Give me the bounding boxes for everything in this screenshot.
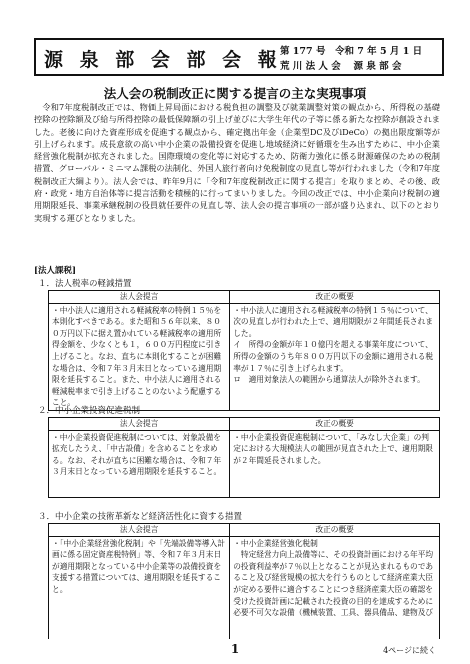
newsletter-title: 源 泉 部 会 部 会 報 — [44, 49, 282, 71]
section-title: １．法人税率の軽減措置 — [38, 279, 132, 289]
column-header-proposal: 法人会提言 — [49, 524, 230, 537]
page-number: 1 — [230, 642, 240, 656]
column-header-revision: 改正の概要 — [230, 418, 440, 431]
section-title: ２．中小企業投資促進税制 — [38, 406, 141, 416]
proposal-text: ・中小企業投資促進税制については、対象設備を拡充したうえ、「中古設備」を含めることを求める。なお、それが直ちに困難な場合は、令和７年３月末日となっている適用期限を延長すること。 — [49, 430, 230, 497]
comparison-table — [48, 417, 440, 498]
column-header-proposal: 法人会提言 — [49, 418, 230, 431]
masthead — [34, 38, 444, 76]
column-header-revision: 改正の概要 — [230, 524, 440, 537]
category-heading: [法人課税] — [34, 266, 77, 276]
continued-note: 4ページに続く — [383, 646, 436, 655]
comparison-table — [48, 523, 440, 639]
intro-paragraph: 令和7年度税制改正では、物価上昇局面における税負担の調整及び就業調整対策の観点から、所得税の基礎控除の控除額及び給与所得控除の最低保障額の引上げ並びに大学生年代の子等に係る新たな控除が創設されました。老後に向けた資産形成を促進する観点から、確定拠出年金（企業型DC及びiDeCo）の拠出限度額等が引上げられます。成長意欲の高い中小企業の設備投資を促進し地域経済に好循環を生み出すために、中小企業経営強化税制が拡充されました。国際環境の変化等に対応するため、防衛力強化に係る財源確保のための税制措置、グローバル・ミニマム課税の法制化、外国人旅行者向け免税制度の見直し等が行われました（令和7年度税制改正大綱より）。法人会では、昨年9月に「令和7年度税制改正に関する提言」を取りまとめ、その後、政府・政党・地方自治体等に提言活動を積極的に行ってまいりました。今回の改正では、中小企業向け税制の適用期限延長、事業承継税制の役員就任要件の見直し等、法人会の提言事項の一部が盛り込まれ、以下のとおり実現する運びとなりました。 — [34, 102, 440, 223]
proposal-text: ・「中小企業経営強化税制」や「先端設備等導入計画に係る固定資産税特例」等、令和７年３月末日が適用期限となっている中小企業等の設備投資を支援する措置については、適用期限を延長すること。 — [49, 536, 230, 639]
publisher: 荒 川 法 人 会 源 泉 部 会 — [280, 61, 402, 72]
issue-date: 第 177 号 令和 7 年 5 月 1 日 — [280, 46, 423, 57]
revision-text: ・中小企業経営強化税制 特定経営力向上設備等に、その投資計画における年平均の投資利益率が７％以上となることが見込まれるものであること及び経営規模の拡大を行うものとして経済産業大臣が定める要件に適合することにつき経済産業大臣の確認を受けた投資計画に記載された投資の目的を達成するために必要不可欠な設備（機械装置、工具、器具備品、建物及び — [230, 536, 440, 639]
revision-text: ・中小企業投資促進税制について、「みなし大企業」の判定における大規模法人の範囲が見直された上で、適用期限が２年間延長されました。 — [230, 430, 440, 497]
column-header-revision: 改正の概要 — [230, 291, 440, 304]
proposal-text: ・中小法人に適用される軽減税率の特例１５％を本則化すべきである。また昭和５６年以来、８００万円以下に据え置かれている軽減税率の適用所得金額を、少なくとも１，６００万円程度に引き上げること。なお、直ちに本則化することが困難な場合は、令和７年３月末日となっている適用期限を延長すること。また、中小法人に適用される軽減税率まで引き上げることのないよう配慮すること。 — [49, 303, 230, 410]
comparison-table — [48, 290, 440, 411]
section-title: ３．中小企業の技術革新など経済活性化に資する措置 — [38, 512, 243, 522]
revision-text: ・中小法人に適用される軽減税率の特例１５％について、次の見直しが行われた上で、適用期限が２年間延長されました。 イ 所得の金額が年１０億円を超える事業年度について、所得の金額のうち年８００万円以下の金額に適用される税率が１７％に引き上げられます。 ロ 適用対象法人の範囲から通算法人が除外されます。 — [230, 303, 440, 410]
column-header-proposal: 法人会提言 — [49, 291, 230, 304]
article-headline: 法人会の税制改正に関する提言の主な実現事項 — [103, 86, 367, 101]
